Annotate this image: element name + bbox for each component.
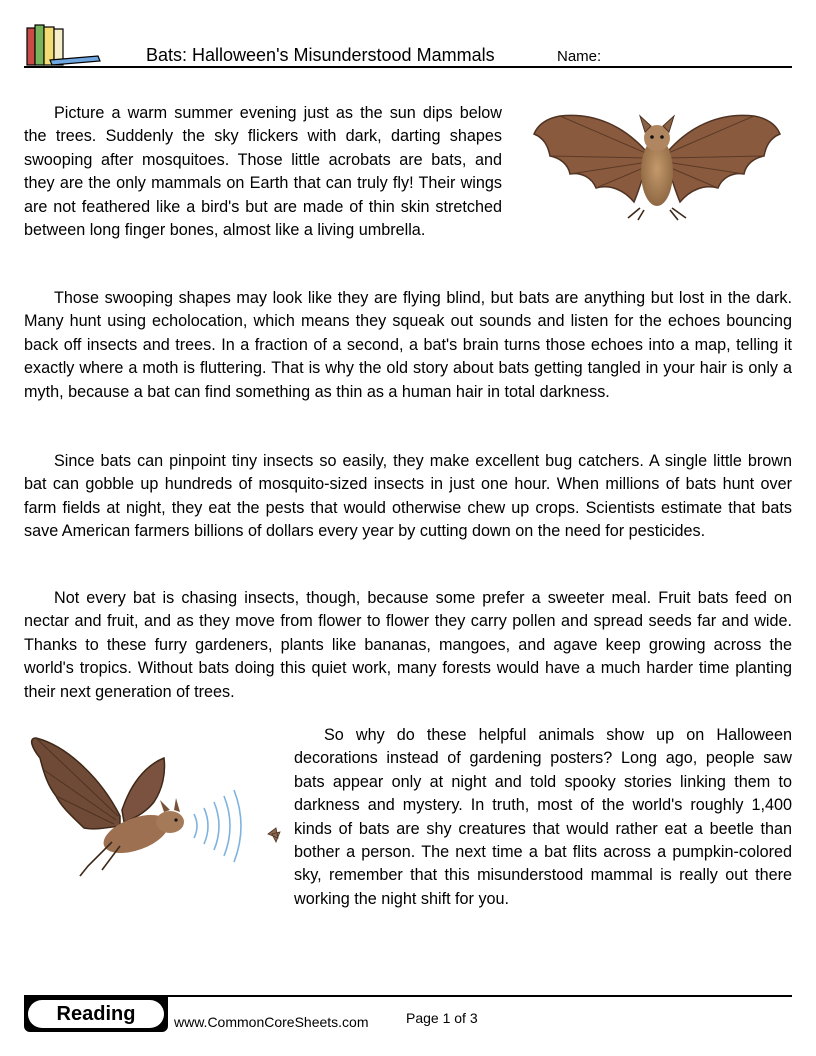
page-number: Page 1 of 3	[406, 1010, 478, 1026]
paragraph-5: So why do these helpful animals show up on Halloween decorations instead of gardening posters? Long ago, people saw bats appear only at night and told spooky stories linking them to darkness and mystery. In truth, most of the world's roughly 1,400 kinds of bats are shy creatures that would rather eat a beetle than bother a person. The next time a bat flits across a pumpkin-colored sky, remember that this misunderstood mammal is really out there working the night shift for you.	[294, 726, 792, 908]
paragraph-3: Since bats can pinpoint tiny insects so easily, they make excellent bug catchers. A single little brown bat can gobble up hundreds of mosquito-sized insects in just one hour. When millions of bats hunt over farm fields at night, they eat the pests that would otherwise chew up crops. Scientists estimate that bats save American farmers billions of dollars every year by cutting down on the need for pesticides.	[24, 452, 792, 541]
books-icon	[24, 22, 104, 68]
paragraph-1: Picture a warm summer evening just as the sun dips below the trees. Suddenly the sky flickers with dark, darting shapes swooping after mosquitoes. Those little acrobats are bats, and they are the only mammals on Earth that can truly fly! Their wings are not feathered like a bird's but are made of thin skin stretched between long finger bones, almost like a living umbrella.	[24, 104, 502, 240]
paragraph-4: Not every bat is chasing insects, though, because some prefer a sweeter meal. Fruit bats feed on nectar and fruit, and as they move from flower to flower they carry pollen and spread seeds far and wide. Thanks to these furry gardeners, plants like bananas, mangoes, and agave keep growing across the world's tropics. Without bats doing this quiet work, many forests would have a much harder time planting their next generation of trees.	[24, 589, 792, 701]
paragraph-2: Those swooping shapes may look like they are flying blind, but bats are anything but lost in the dark. Many hunt using echolocation, which means they squeak out sounds and listen for the echoes bouncing back off insects and trees. In a fraction of a second, a bat's brain turns those echoes into a map, telling it exactly where a moth is fluttering. That is why the old story about bats getting tangled in your hair is only a myth, because a bat can find something as thin as a human hair in total darkness.	[24, 289, 792, 401]
reading-badge	[24, 996, 168, 1032]
bat-illustration	[530, 108, 784, 226]
bat-echolocation-illustration	[4, 730, 286, 880]
site-url: www.CommonCoreSheets.com	[174, 1014, 369, 1030]
reading-badge-label: Reading	[28, 1000, 164, 1028]
page-header	[24, 22, 792, 70]
name-label: Name:	[557, 48, 602, 65]
page-title: Bats: Halloween's Misunderstood Mammals	[146, 45, 495, 65]
header-divider	[24, 66, 792, 68]
